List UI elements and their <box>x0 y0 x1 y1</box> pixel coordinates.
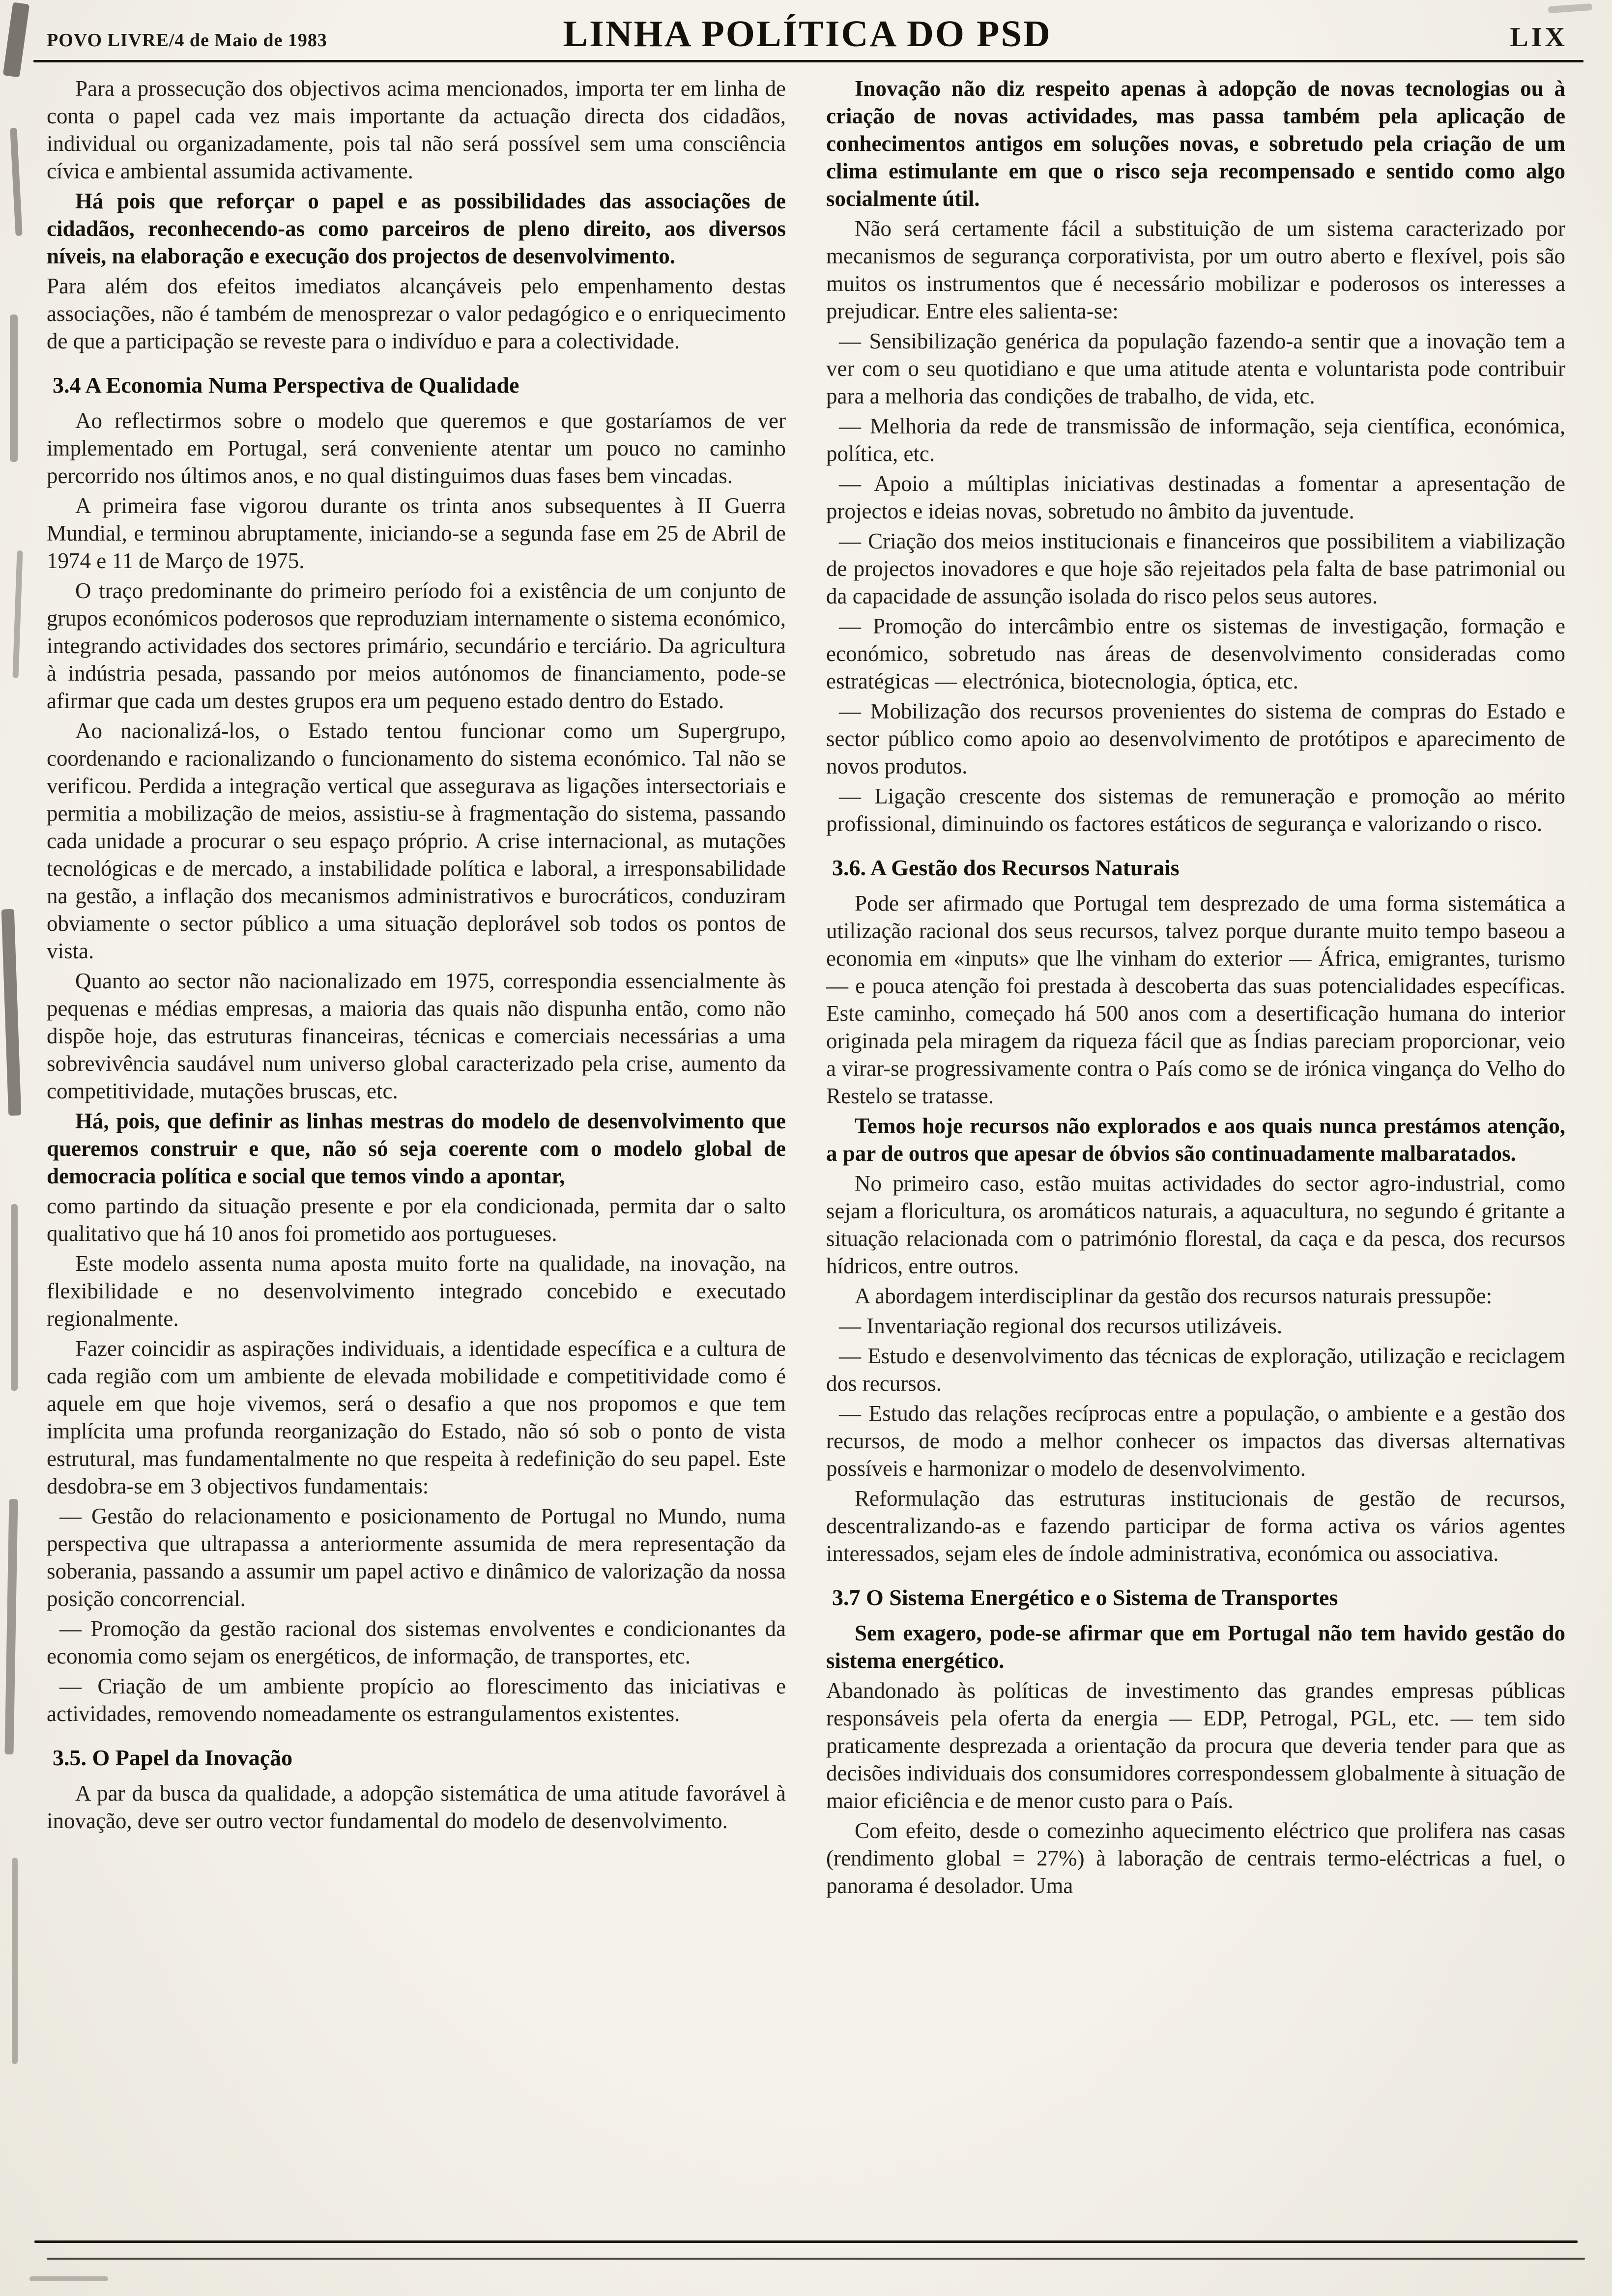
paragraph: — Estudo das relações recíprocas entre a população, o ambiente e a gestão dos recursos, de modo a melhor conhecer os impactos das diversas alternativas possíveis e harmonizar o modelo de desenvolvimento. <box>826 1401 1565 1481</box>
scan-artifact <box>1 909 22 1116</box>
paragraph: Há pois que reforçar o papel e as possibilidades das associações de cidadãos, reconhecendo-as como parceiros de pleno direito, aos diversos níveis, na elaboração e execução dos projectos de desenvolvimento. <box>47 189 786 268</box>
scan-artifact <box>10 315 18 462</box>
paragraph: — Melhoria da rede de transmissão de informação, seja científica, económica, política, etc. <box>826 414 1565 466</box>
paragraph: Temos hoje recursos não explorados e aos quais nunca prestámos atenção, a par de outros que apesar de óbvios são continuadamente malbaratados. <box>826 1114 1565 1166</box>
scan-artifact <box>12 550 23 678</box>
scan-artifact <box>29 2276 108 2281</box>
paragraph: — Mobilização dos recursos provenientes do sistema de compras do Estado e sector público como apoio ao desenvolvimento de protótipos e aparecimento de novos produtos. <box>826 699 1565 778</box>
footer-rule <box>34 2240 1578 2243</box>
scan-artifact <box>12 1858 18 2064</box>
paragraph: A par da busca da qualidade, a adopção sistemática de uma atitude favorável à inovação, deve ser outro vector fundamental do modelo de desenvolvimento. <box>47 1781 786 1833</box>
paragraph: Com efeito, desde o comezinho aquecimento eléctrico que prolifera nas casas (rendimento global = 27%) à laboração de centrais termo-eléctricas a fuel, o panorama é desolador. Uma <box>826 1818 1565 1898</box>
paragraph: — Ligação crescente dos sistemas de remuneração e promoção ao mérito profissional, diminuindo os factores estáticos de segurança e valorizando o risco. <box>826 784 1565 836</box>
left-column <box>47 75 786 2232</box>
paragraph: — Promoção da gestão racional dos sistemas envolventes e condicionantes da economia como sejam os energéticos, de informação, de transportes, etc. <box>47 1616 786 1668</box>
page-number: LIX <box>1510 22 1568 53</box>
paragraph: — Criação de um ambiente propício ao florescimento das iniciativas e actividades, removendo nomeadamente os estrangulamentos existentes. <box>47 1674 786 1726</box>
page-title: LINHA POLÍTICA DO PSD <box>563 13 1052 55</box>
page-header <box>47 13 1568 56</box>
paragraph: — Gestão do relacionamento e posicionamento de Portugal no Mundo, numa perspectiva que ultrapassa a anteriormente assumida de mera representação da soberania, passando a assumir um papel activo e dinâmico de valorização da nossa posição concorrencial. <box>47 1504 786 1611</box>
paragraph: Ao nacionalizá-los, o Estado tentou funcionar como um Supergrupo, coordenando e racionalizando o funcionamento do sistema económico. Tal não se verificou. Perdida a integração vertical que assegurava as ligações intersectoriais e permitia a mobilização de meios, assistiu-se à fragmentação do sistema, passando cada unidade a procurar o seu espaço próprio. A crise internacional, as mutações tecnológicas e de mercado, a instabilidade política e laboral, a irresponsabilidade na gestão, a inflação dos mecanismos administrativos e burocráticos, conduziram obviamente o sector público a uma situação deplorável sob todos os pontos de vista. <box>47 718 786 963</box>
paragraph: — Inventariação regional dos recursos utilizáveis. <box>839 1314 1283 1338</box>
scan-artifact <box>10 128 22 236</box>
section-heading: 3.7 O Sistema Energético e o Sistema de Transportes <box>832 1585 1338 1610</box>
paragraph: Quanto ao sector não nacionalizado em 1975, correspondia essencialmente às pequenas e médias empresas, a maioria das quais não dispunha então, como não dispõe hoje, das estruturas financeiras, técnicas e comerciais necessárias a uma sobrevivência saudável num universo global caracterizado pela crise, aumento da competitividade, mutações bruscas, etc. <box>47 969 786 1103</box>
scan-artifact <box>3 2 30 77</box>
paragraph: Para além dos efeitos imediatos alcançáveis pelo empenhamento destas associações, não é também de menosprezar o valor pedagógico e o enriquecimento de que a participação se reveste para o indivíduo e para a colectividade. <box>47 274 786 353</box>
header-rule <box>33 60 1583 62</box>
section-heading: 3.4 A Economia Numa Perspectiva de Qualidade <box>53 373 519 398</box>
paragraph: Inovação não diz respeito apenas à adopção de novas tecnologias ou à criação de novas actividades, mas passa também pela aplicação de conhecimentos antigos em soluções novas, e sobretudo pela criação de um clima estimulante em que o risco seja recompensado e sentido como algo socialmente útil. <box>826 76 1565 211</box>
paragraph: — Promoção do intercâmbio entre os sistemas de investigação, formação e económico, sobretudo nas áreas de desenvolvimento consideradas como estratégicas — electrónica, biotecnologia, óptica, etc. <box>826 614 1565 693</box>
paragraph: Reformulação das estruturas institucionais de gestão de recursos, descentralizando-as e fazendo participar de forma activa os vários agentes interessados, sejam eles de índole administrativa, económica ou associativa. <box>826 1486 1565 1566</box>
paragraph: Para a prossecução dos objectivos acima mencionados, importa ter em linha de conta o papel cada vez mais importante da actuação directa dos cidadãos, individual ou organizadamente, pois tal não será possível sem uma consciência cívica e ambiental assumida activamente. <box>47 76 786 183</box>
section-heading: 3.5. O Papel da Inovação <box>53 1745 293 1770</box>
right-column <box>826 75 1565 2232</box>
paragraph: Pode ser afirmado que Portugal tem desprezado de uma forma sistemática a utilização racional dos seus recursos, talvez porque durante muito tempo baseou a economia em «inputs» que lhe vinham do exterior — África, emigrantes, turismo — e pouca atenção foi prestada à descoberta das suas potencialidades específicas. Este caminho, começado há 500 anos com a desertificação humana do interior originada pela miragem da riqueza fácil que as Índias pareciam proporcionar, veio a virar-se progressivamente contra o País como se de irónica vingança do Velho do Restelo se tratasse. <box>826 891 1565 1108</box>
scan-artifact <box>1548 3 1593 13</box>
article-columns <box>47 75 1565 2232</box>
paragraph: No primeiro caso, estão muitas actividades do sector agro-industrial, como sejam a floricultura, os aromáticos naturais, a aquacultura, no segundo é gritante a situação relacionada com o património florestal, da caça e da pesca, dos recursos hídricos, entre outros. <box>826 1171 1565 1278</box>
paragraph: Não será certamente fácil a substituição de um sistema caracterizado por mecanismos de segurança corporativista, por um outro aberto e flexível, pois são muitos os instrumentos que é necessário mobilizar e poderosos os interesses a prejudicar. Entre eles salienta-se: <box>826 216 1565 323</box>
paragraph: Este modelo assenta numa aposta muito forte na qualidade, na inovação, na flexibilidade e no desenvolvimento integrado concebido e executado regionalmente. <box>47 1251 786 1331</box>
paragraph: A primeira fase vigorou durante os trinta anos subsequentes à II Guerra Mundial, e terminou abruptamente, iniciando-se a segunda fase em 25 de Abril de 1974 e 11 de Março de 1975. <box>47 493 786 573</box>
paragraph: — Criação dos meios institucionais e financeiros que possibilitem a viabilização de projectos inovadores e que hoje são rejeitados pela falta de base patrimonial ou da capacidade de assunção isolada do risco pelos seus autores. <box>826 529 1565 608</box>
paragraph: Sem exagero, pode-se afirmar que em Portugal não tem havido gestão do sistema energético. <box>826 1621 1565 1673</box>
paragraph: — Sensibilização genérica da população fazendo-a sentir que a inovação tem a ver com o seu quotidiano e que uma atitude atenta e voluntarista pode contribuir para a melhoria das condições de trabalho, de vida, etc. <box>826 329 1565 408</box>
paragraph: Ao reflectirmos sobre o modelo que queremos e que gostaríamos de ver implementado em Portugal, será conveniente atentar um pouco no caminho percorrido nos últimos anos, e no qual distinguimos duas fases bem vincadas. <box>47 408 786 488</box>
paragraph: O traço predominante do primeiro período foi a existência de um conjunto de grupos económicos poderosos que reproduziam internamente o sistema económico, integrando actividades dos sectores primário, secundário e terciário. Da agricultura à indústria pesada, passando por meios autónomos de financiamento, pode-se afirmar que cada um destes grupos era um pequeno estado dentro do Estado. <box>47 578 786 713</box>
scan-artifact <box>11 1204 18 1391</box>
paragraph: Há, pois, que definir as linhas mestras do modelo de desenvolvimento que queremos construir e que, não só seja coerente com o modelo global de democracia política e social que temos vindo a apontar, <box>47 1109 786 1188</box>
section-heading: 3.6. A Gestão dos Recursos Naturais <box>832 855 1180 880</box>
scan-artifact <box>4 1499 18 1754</box>
masthead: POVO LIVRE/4 de Maio de 1983 <box>47 30 327 51</box>
paragraph: Fazer coincidir as aspirações individuais, a identidade específica e a cultura de cada região com um ambiente de elevada mobilidade e competitividade como é aquele em que hoje vivemos, será o desafio a que nos propomos e que tem implícita uma profunda reorganização do Estado, não só sob o ponto de vista estrutural, mas fundamentalmente no que respeita à redefinição do seu papel. Este desdobra-se em 3 objectivos fundamentais: <box>47 1336 786 1498</box>
paragraph: — Estudo e desenvolvimento das técnicas de exploração, utilização e reciclagem dos recursos. <box>826 1344 1565 1396</box>
paragraph: Abandonado às políticas de investimento das grandes empresas públicas responsáveis pela oferta da energia — EDP, Petrogal, PGL, etc. — tem sido praticamente desprezada a orientação da procura que deveria tender para que as decisões individuais dos consumidores correspondessem globalmente à situação de maior eficiência e de menor custo para o País. <box>826 1678 1565 1813</box>
paragraph: A abordagem interdisciplinar da gestão dos recursos naturais pressupõe: <box>855 1284 1493 1308</box>
paragraph: — Apoio a múltiplas iniciativas destinadas a fomentar a apresentação de projectos e ideias novas, sobretudo no âmbito da juventude. <box>826 471 1565 523</box>
paragraph: como partindo da situação presente e por ela condicionada, permita dar o salto qualitativo que há 10 anos foi prometido aos portugueses. <box>47 1194 786 1246</box>
footer-rule-secondary <box>47 2258 1585 2260</box>
